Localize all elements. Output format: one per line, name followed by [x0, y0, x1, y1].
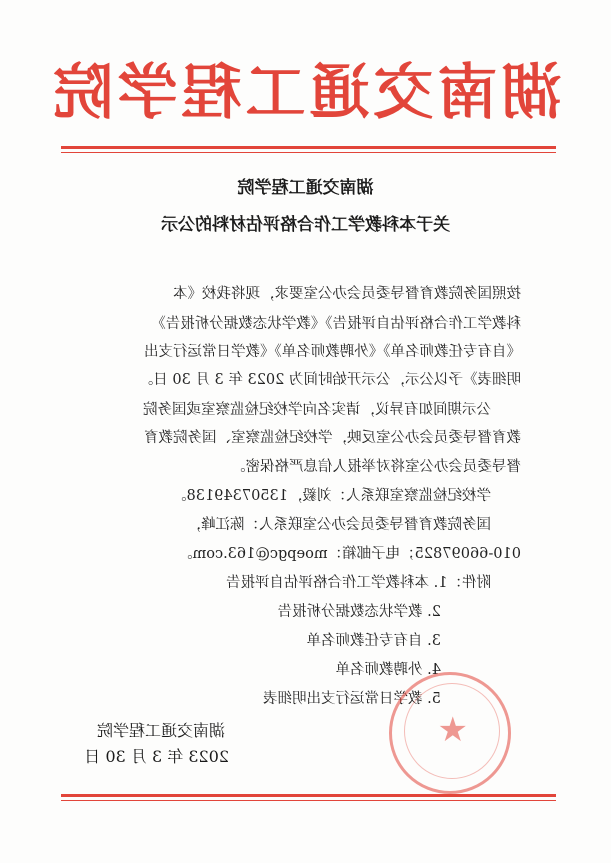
footer-rule-thick	[61, 794, 556, 797]
seal-star-icon: ★	[437, 710, 468, 750]
attachment-item: 附件：1. 本科教学工作合格评估自评报告	[226, 575, 491, 591]
attachment-item: 4. 外聘教师名单	[335, 662, 441, 678]
body-line: 按照国务院教育督导委员会办公室要求，现将我校《本	[173, 286, 521, 302]
signature-org: 湖南交通工程学院	[96, 721, 225, 740]
body-line: 教育督导委员会办公室反映，学校纪检监察室、国务院教育	[144, 430, 521, 446]
body-line: 国务院教育督导委员会办公室联系人：陈江峰，	[186, 517, 491, 533]
notice-org: 湖南交通工程学院	[237, 178, 374, 198]
attachment-item: 5. 教学日常运行支出明细表	[263, 691, 441, 707]
body-line: 明细表》予以公示，公示开始时间为 2023 年 3 月 30 日。	[138, 372, 521, 388]
body-line: 督导委员会办公室将对举报人信息严格保密。	[231, 459, 521, 475]
body-line: 《自有专任教师名单》《外聘教师名单》《教学日常运行支出	[144, 344, 521, 360]
body-line: 公示期间如有异议，请实名向学校纪检监察室或国务院	[143, 402, 491, 418]
masthead-title: 湖南交通工程学院	[49, 58, 562, 128]
header-rule-thick	[61, 146, 556, 149]
body-line: 科教学工作合格评估自评报告》《教学状态数据分析报告》	[151, 316, 521, 332]
official-seal	[389, 672, 511, 794]
header-rule-thin	[61, 152, 556, 153]
attachment-item: 3. 自有专任教师名单	[306, 633, 441, 649]
footer-rule-thin	[61, 800, 556, 801]
body-line: 学校纪检监察室联系人：刘毅，13507349138。	[172, 488, 491, 504]
notice-title: 关于本科教学工作合格评估材料的公示	[161, 215, 450, 235]
attachment-item: 2. 教学状态数据分析报告	[277, 604, 441, 620]
body-line: 010-66097825；电子邮箱：moepgc@163.com。	[177, 546, 521, 562]
signature-date: 2023 年 3 月 30 日	[84, 747, 229, 766]
